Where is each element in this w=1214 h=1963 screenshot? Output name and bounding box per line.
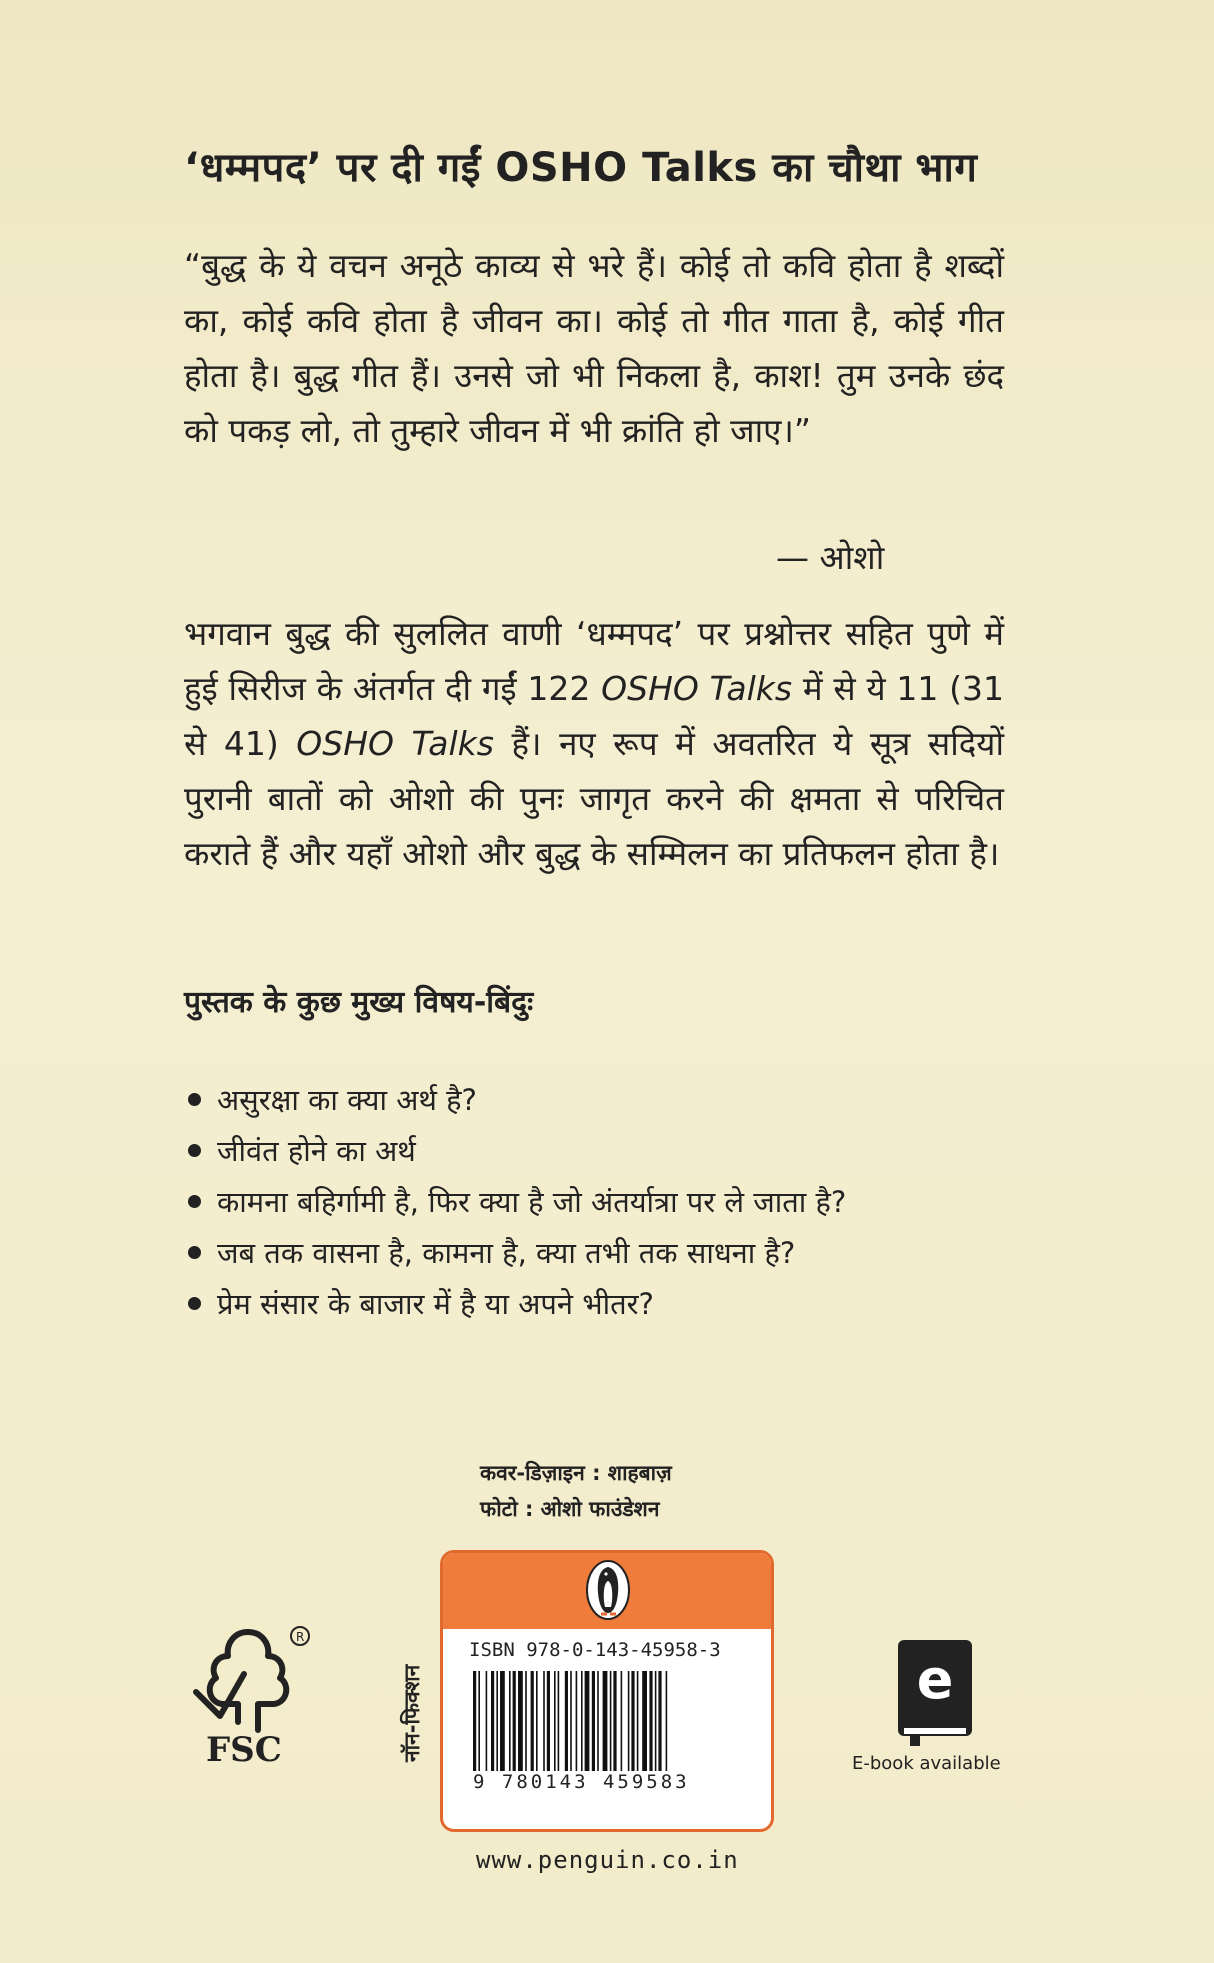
svg-text:R: R <box>296 1630 305 1644</box>
topic-text: प्रेम संसार के बाजार में है या अपने भीतर? <box>217 1287 654 1321</box>
bullet-icon <box>188 1297 201 1310</box>
description-paragraph <box>184 606 1004 881</box>
isbn-text: ISBN 978-0-143-45958-3 <box>469 1639 721 1661</box>
cover-design-credit: कवर-डिज़ाइन : शाहबाज़ <box>480 1461 672 1485</box>
category-label <box>398 1632 434 1762</box>
description-italic-2: OSHO Talks <box>296 724 494 763</box>
list-item <box>188 1074 846 1125</box>
fsc-label: FSC <box>206 1730 282 1770</box>
topic-text: जीवंत होने का अर्थ <box>217 1134 416 1168</box>
description-italic-1: OSHO Talks <box>601 669 793 708</box>
topics-list <box>188 1074 846 1329</box>
bullet-icon <box>188 1093 201 1106</box>
description-text-3: हैं। नए रूप में अवतरित ये सूत्र सदियों पुरानी बातों को ओशो की पुनः जागृत करने की क्षमता से परिचित कराते हैं और यहाँ ओशो और बुद्ध के सम्मिलन का प्रतिफलन होता है। <box>184 724 1004 873</box>
description-text-2: में से ये 11 (31 से 41) <box>184 669 1004 763</box>
isbn-barcode-box <box>440 1550 774 1832</box>
ebook-icon <box>894 1636 976 1746</box>
penguin-logo-icon <box>585 1559 631 1621</box>
topic-text: जब तक वासना है, कामना है, क्या तभी तक साधना है? <box>217 1236 796 1270</box>
description-text-1: भगवान बुद्ध की सुललित वाणी ‘धम्मपद’ पर प्रश्नोत्तर सहित पुणे में हुई सिरीज के अंतर्गत दी गईं 122 <box>184 614 1004 708</box>
list-item <box>188 1176 846 1227</box>
publisher-url[interactable]: www.penguin.co.in <box>476 1846 739 1874</box>
osho-quote: “बुद्ध के ये वचन अनूठे काव्य से भरे हैं। कोई तो कवि होता है शब्दों का, कोई कवि होता है जीवन का। कोई तो गीत गाता है, कोई गीत होता है। बुद्ध गीत हैं। उनसे जो भी निकला है, काश! तुम उनके छंद को पकड़ लो, तो तुम्हारे जीवन में भी क्रांति हो जाए।” <box>184 246 1004 450</box>
svg-text:e: e <box>916 1648 954 1711</box>
topic-text: कामना बहिर्गामी है, फिर क्या है जो अंतर्यात्रा पर ले जाता है? <box>217 1185 847 1219</box>
topic-text: असुरक्षा का क्या अर्थ है? <box>217 1083 477 1117</box>
quote-attribution: — ओशो <box>776 538 885 577</box>
credits <box>480 1455 672 1527</box>
ebook-label: E-book available <box>852 1753 1001 1774</box>
topics-heading: पुस्तक के कुछ मुख्य विषय-बिंदुः <box>184 985 534 1020</box>
photo-credit: फोटो : ओशो फाउंडेशन <box>480 1497 660 1521</box>
barcode-number: 9 780143 459583 <box>473 1771 690 1793</box>
list-item <box>188 1278 846 1329</box>
book-heading: ‘धम्मपद’ पर दी गईं OSHO Talks का चौथा भाग <box>184 145 978 191</box>
list-item <box>188 1125 846 1176</box>
category-text: नॉन-फिक्शन <box>400 1664 424 1762</box>
list-item <box>188 1227 846 1278</box>
bullet-icon <box>188 1144 201 1157</box>
bullet-icon <box>188 1195 201 1208</box>
barcode-icon <box>473 1671 743 1771</box>
bullet-icon <box>188 1246 201 1259</box>
